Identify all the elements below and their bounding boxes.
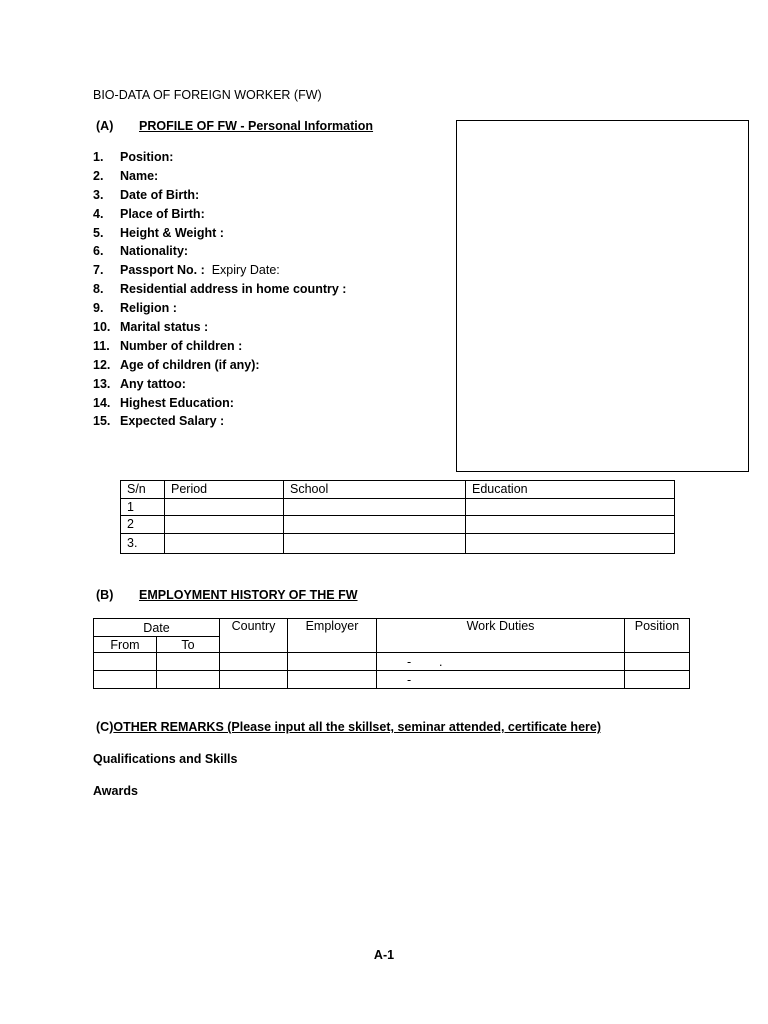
education-table: [120, 480, 675, 554]
table-row: [121, 516, 675, 534]
cell-work-duties[interactable]: -: [377, 671, 625, 689]
header-to: To: [157, 637, 220, 653]
cell-employer[interactable]: [288, 671, 377, 689]
table-header-row: [94, 619, 690, 637]
cell-education[interactable]: [466, 533, 675, 553]
header-position: Position: [625, 619, 690, 653]
header-date: Date: [94, 619, 220, 637]
cell-position[interactable]: [625, 671, 690, 689]
cell-period[interactable]: [165, 498, 284, 516]
section-b-title: EMPLOYMENT HISTORY OF THE FW: [139, 588, 358, 602]
cell-school[interactable]: [284, 533, 466, 553]
cell-education[interactable]: [466, 498, 675, 516]
cell-country[interactable]: [220, 671, 288, 689]
cell-sn: 2: [121, 516, 165, 534]
cell-sn: 1: [121, 498, 165, 516]
cell-sn: 3.: [121, 533, 165, 553]
list-item: 5. Height & Weight :: [93, 225, 224, 240]
awards-label: Awards: [93, 784, 138, 798]
document-title: BIO-DATA OF FOREIGN WORKER (FW): [93, 88, 322, 102]
table-row: [121, 498, 675, 516]
header-sn: S/n: [121, 481, 165, 499]
table-row: [94, 653, 690, 671]
photo-box[interactable]: [456, 120, 749, 472]
list-item: 8. Residential address in home country :: [93, 282, 347, 297]
employment-table: [93, 618, 690, 689]
list-item: 13. Any tattoo:: [93, 376, 186, 391]
section-a-label: (A): [96, 119, 114, 133]
header-school: School: [284, 481, 466, 499]
list-item: 11. Number of children :: [93, 338, 243, 353]
header-education: Education: [466, 481, 675, 499]
cell-to[interactable]: [157, 653, 220, 671]
list-item: 10. Marital status :: [93, 320, 209, 335]
section-c-label: (C): [96, 720, 114, 734]
page-number: A-1: [373, 948, 395, 962]
qualifications-label: Qualifications and Skills: [93, 752, 238, 766]
personal-info-list: [93, 148, 346, 431]
cell-period[interactable]: [165, 533, 284, 553]
list-item: 3. Date of Birth:: [93, 187, 200, 202]
cell-education[interactable]: [466, 516, 675, 534]
list-item: 15. Expected Salary :: [93, 414, 225, 429]
header-country: Country: [220, 619, 288, 653]
cell-from[interactable]: [94, 671, 157, 689]
section-a-title: PROFILE OF FW - Personal Information: [139, 119, 374, 133]
table-row: [121, 533, 675, 553]
list-item: 14. Highest Education:: [93, 395, 234, 410]
cell-period[interactable]: [165, 516, 284, 534]
section-c-title: OTHER REMARKS (Please input all the skillset, seminar attended, certificate here): [113, 720, 601, 734]
section-c-heading: [96, 720, 601, 734]
cell-school[interactable]: [284, 498, 466, 516]
cell-school[interactable]: [284, 516, 466, 534]
header-period: Period: [165, 481, 284, 499]
expiry-date-label: Expiry Date:: [211, 263, 280, 278]
list-item: 12. Age of children (if any):: [93, 357, 260, 372]
cell-from[interactable]: [94, 653, 157, 671]
header-work-duties: Work Duties: [377, 619, 625, 653]
list-item: 2. Name:: [93, 168, 159, 183]
list-item: 6. Nationality:: [93, 244, 189, 259]
cell-country[interactable]: [220, 653, 288, 671]
cell-position[interactable]: [625, 653, 690, 671]
header-from: From: [94, 637, 157, 653]
list-item: 4. Place of Birth:: [93, 206, 205, 221]
list-item: 1. Position:: [93, 150, 174, 164]
section-b-label: (B): [96, 588, 114, 602]
table-row: [94, 671, 690, 689]
list-item: 9. Religion :: [93, 301, 177, 316]
table-header-row: [121, 481, 675, 499]
cell-employer[interactable]: [288, 653, 377, 671]
list-item: 7. Passport No. : Expiry Date:: [93, 263, 280, 278]
header-employer: Employer: [288, 619, 377, 653]
cell-work-duties[interactable]: - .: [377, 653, 625, 671]
cell-to[interactable]: [157, 671, 220, 689]
